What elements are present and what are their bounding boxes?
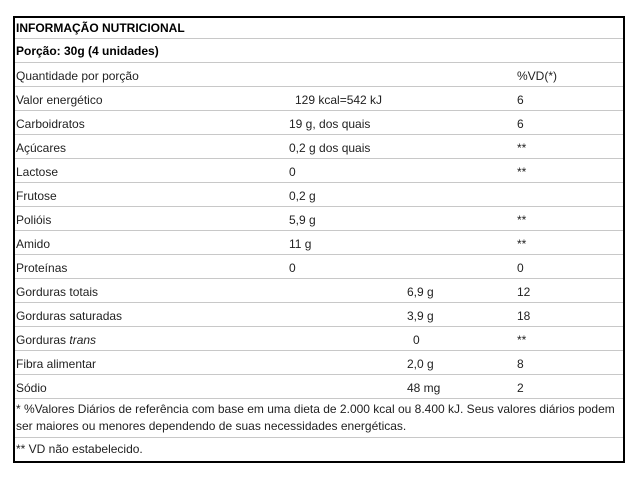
nutrient-vd: ** [517,165,527,179]
nutrient-amount: 11 g [289,237,312,251]
table-row [15,303,623,327]
table-row [15,279,623,303]
table-row [15,327,623,351]
table-row [15,159,623,183]
nutrient-name: Fibra alimentar [16,357,97,371]
nutrient-vd: ** [517,333,527,347]
nutrient-vd: 0 [517,261,524,275]
nutrient-vd: 18 [517,309,531,323]
table-row [15,255,623,279]
nutrient-amount: 0,2 g dos quais [289,141,371,155]
table-row [15,375,623,399]
nutrient-name-italic: trans [69,333,97,347]
nutrient-amount: 0 [289,165,296,179]
nutrient-vd: 2 [517,381,524,395]
quantity-header: Quantidade por porção [16,69,139,83]
portion-row [15,39,623,63]
footnote-vd-not-established: ** VD não estabelecido. [16,442,143,456]
table-row [15,351,623,375]
nutrient-amount: 6,9 g [407,285,434,299]
nutrient-vd: 6 [517,93,524,107]
nutrient-amount: 5,9 g [289,213,316,227]
title-row [15,18,623,39]
nutrient-name: Lactose [16,165,59,179]
nutrient-name [16,332,96,348]
nutrition-facts-table [13,16,625,463]
nutrient-name-prefix: Gorduras [16,333,70,347]
footnote-reference-values: * %Valores Diários de referência com base em uma dieta de 2.000 kcal ou 8.400 kJ. Seus valores diários podem ser maiores ou menores dependendo de suas necessidades energéticas. [15,399,623,438]
nutrient-amount: 129 kcal=542 kJ [295,93,383,107]
column-header-row [15,63,623,87]
table-row [15,111,623,135]
nutrient-vd: ** [517,141,527,155]
nutrient-name: Carboidratos [16,117,85,131]
nutrient-name: Sódio [16,381,47,395]
vd-header: %VD(*) [517,69,558,83]
table-row [15,183,623,207]
nutrient-amount: 48 mg [407,381,441,395]
nutrient-vd: ** [517,213,527,227]
nutrient-name: Gorduras totais [16,285,99,299]
nutrient-name: Açúcares [16,141,67,155]
nutrient-amount: 0 [413,333,420,347]
nutrient-vd: ** [517,237,527,251]
nutrient-amount: 0,2 g [289,189,316,203]
nutrient-vd: 6 [517,117,524,131]
nutrient-vd: 8 [517,357,524,371]
nutrient-name: Proteínas [16,261,68,275]
nutrient-vd: 12 [517,285,531,299]
nutrient-name: Polióis [16,213,52,227]
nutrient-amount: 19 g, dos quais [289,117,371,131]
nutrient-amount: 3,9 g [407,309,434,323]
nutrient-name: Gorduras saturadas [16,309,123,323]
portion-size: Porção: 30g (4 unidades) [16,44,159,58]
nutrient-amount: 2,0 g [407,357,434,371]
table-row [15,87,623,111]
table-title: INFORMAÇÃO NUTRICIONAL [16,21,185,35]
nutrient-name: Amido [16,237,51,251]
nutrient-name: Valor energético [16,93,103,107]
table-row [15,231,623,255]
nutrient-amount: 0 [289,261,296,275]
table-row [15,207,623,231]
nutrient-name: Frutose [16,189,57,203]
table-row [15,135,623,159]
